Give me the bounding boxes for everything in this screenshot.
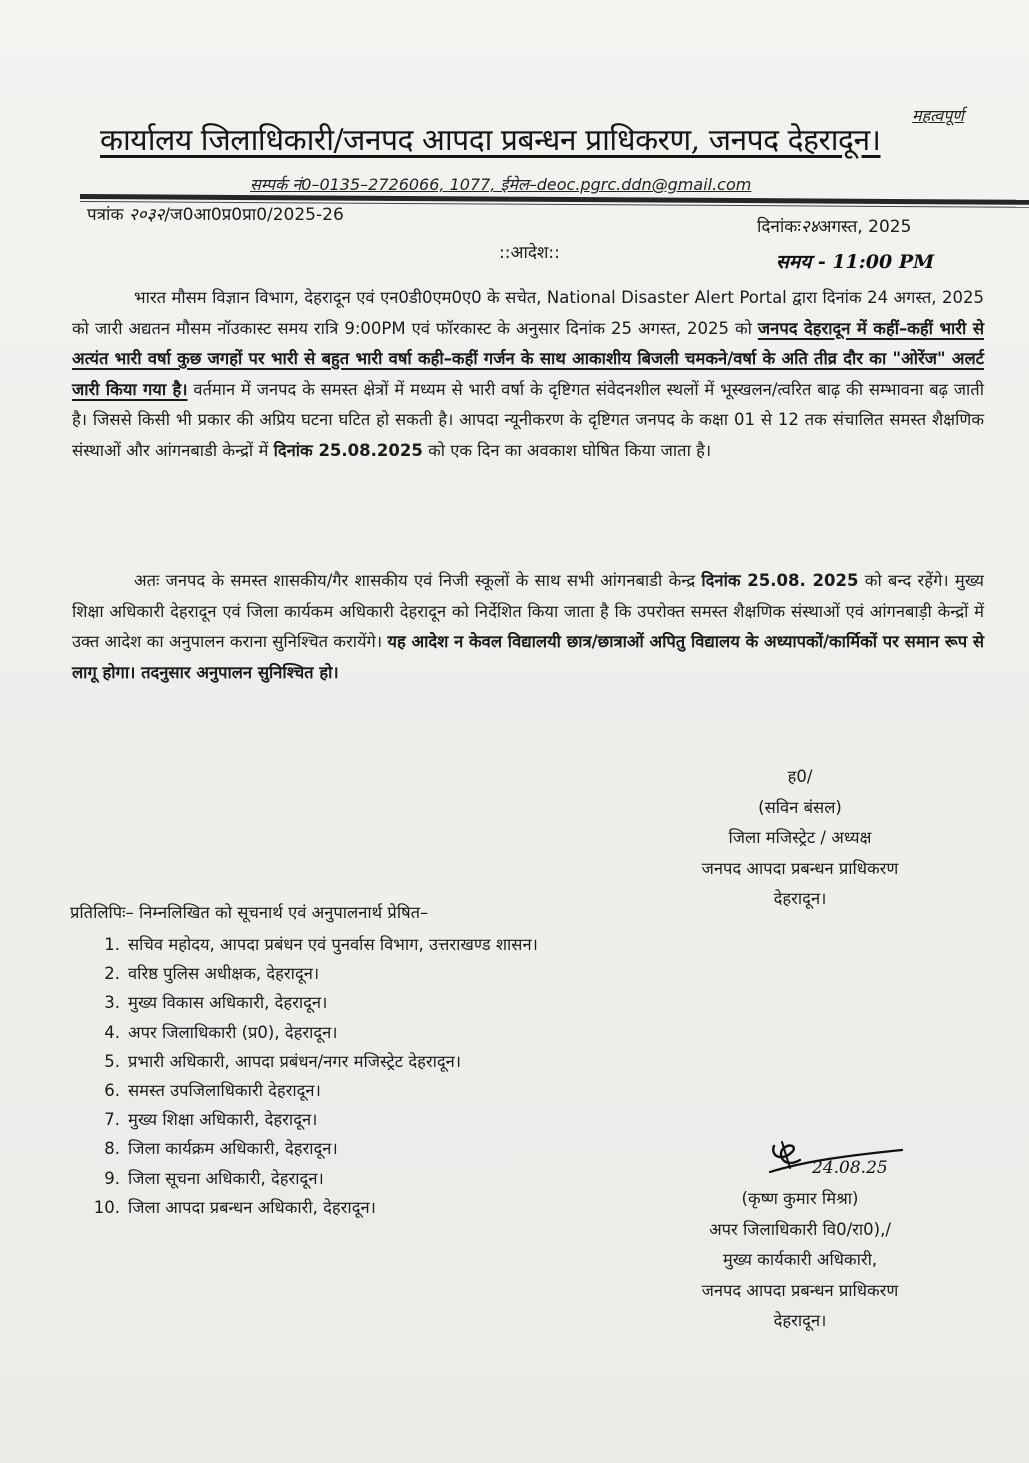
copy-to-item [92,1134,538,1163]
copy-to-heading: प्रतिलिपिः– निम्नलिखित को सूचनार्थ एवं अनुपालनार्थ प्रेषित– [70,903,429,922]
closure-date: दिनांक 25.08. 2025 [701,571,859,590]
copy-to-item [92,1076,538,1105]
copy-to-item-text: अपर जिलाधिकारी (प्र0), देहरादून। [128,1022,338,1042]
order-date [757,214,911,237]
para1-text-b: वर्तमान में जनपद के समस्त क्षेत्रों में मध्यम से भारी वर्षा के दृष्टिगत संवेदनशील स्थलों में भूस्खलन/त्वरित बाढ़ की सम्भावना बढ़ जाती है। जिससे किसी भी प्रकार की अप्रिय घटना घटित हो सकती है। आपदा न्यूनीकरण के दृष्टिगत जनपद के कक्षा 01 से 12 तक संचालित समस्त शैक्षणिक संस्थाओं और आंगनबाडी केन्द्रों में [72,379,984,460]
copy-to-item [92,1164,538,1193]
signatory2-name: (कृष्ण कुमार मिश्रा) [741,1189,859,1208]
copy-to-item-text: जिला सूचना अधिकारी, देहरादून। [128,1168,324,1188]
signed-mark: ह0/ [787,767,813,786]
copy-to-item-number: 4. [104,1022,120,1042]
copy-to-item-text: प्रभारी अधिकारी, आपदा प्रबंधन/नगर मजिस्ट्रेट देहरादून। [128,1051,462,1071]
order-paragraph-1 [72,283,984,466]
copy-to-item [92,1018,538,1047]
copy-to-item-number: 7. [104,1110,120,1130]
copy-to-item [92,930,538,959]
para1-text-c: को एक दिन का अवकाश घोषित किया जाता है। [422,440,712,460]
signatory2-place: देहरादून। [773,1311,827,1330]
copy-to-item-number: 9. [104,1168,120,1188]
signatory-designation: जिला मजिस्ट्रेट / अध्यक्ष [728,828,872,847]
copy-to-item-number: 6. [104,1081,120,1101]
copy-to-item-number: 8. [104,1139,120,1159]
order-time: समय - 11:00 PM [776,251,935,273]
copy-to-item-number: 3. [104,993,120,1013]
para1-text-a: भारत मौसम विज्ञान विभाग, देहरादून एवं एन0डी0एम0ए0 के सचेत, National Disaster Alert Portal द्वारा दिनांक 24 अगस्त, 2025 को जारी अद्यतन मौसम नॉउकास्ट समय रात्रि 9:00PM एवं फॉरकास्ट के अनुसार दिनांक 25 अगस्त, 2025 को [72,288,984,338]
copy-to-item-text: मुख्य विकास अधिकारी, देहरादून। [128,993,328,1013]
copy-to-item-text: मुख्य शिक्षा अधिकारी, देहरादून। [128,1110,318,1130]
applicability-text: यह आदेश न केवल विद्यालयी छात्र/छात्राओं अपितु विद्यालय के अध्यापकों/कार्मिकों पर समान रूप से लागू होगा। तदनुसार अनुपालन सुनिश्चित हो। [72,632,985,682]
copy-to-item [92,1105,538,1134]
signatory-authority: जनपद आपदा प्रबन्धन प्राधिकरण [701,858,899,878]
ref-suffix: /ज0आ0प्र0प्रा0/2025-26 [164,205,344,225]
office-title: कार्यालय जिलाधिकारी/जनपद आपदा प्रबन्धन प्राधिकरण, जनपद देहरादून। [100,123,881,158]
signatory-additional-dm [660,1184,940,1337]
ref-handwritten: २०३२ [128,205,165,225]
copy-to-item-text: सचिव महोदय, आपदा प्रबंधन एवं पुनर्वास विभाग, उत्तराखण्ड शासन। [128,935,538,954]
copy-to-item [92,988,538,1017]
copy-to-item-number: 5. [104,1051,120,1071]
signatory2-authority: जनपद आपदा प्रबन्धन प्राधिकरण [701,1280,899,1300]
copy-to-item [92,1193,538,1222]
copy-to-item-number: 1. [104,935,120,954]
important-label: महत्वपूर्ण [912,106,964,125]
signature-date: 24.08.25 [812,1158,888,1178]
contact-line: सम्पर्क नं0–0135–2726066, 1077, ईमेल–deoc.pgrc.ddn@gmail.com [250,175,752,194]
copy-to-item-text: वरिष्ठ पुलिस अधीक्षक, देहरादून। [128,964,320,984]
copy-to-item-number: 2. [104,964,120,984]
reference-number [87,202,344,225]
ref-prefix: पत्रांक [87,205,124,225]
copy-to-item-text: जिला आपदा प्रबन्धन अधिकारी, देहरादून। [128,1197,376,1217]
date-handwritten: २४ [800,217,819,237]
copy-to-item [92,959,538,988]
copy-to-item-number: 10. [93,1197,120,1217]
para2-text-b: को बन्द रहेंगे। मुख्य शिक्षा अधिकारी देहरादून एवं जिला कार्यकम अधिकारी देहरादून को निर्देशित किया जाता है कि उपरोक्त समस्त शैक्षणिक संस्थाओं एवं आंगनबाड़ी केन्द्रों में उक्त आदेश का अनुपालन कराना सुनिश्चित करायेंगे। [72,571,984,651]
signatory-name: (सविन बंसल) [758,797,842,817]
signatory-place: देहरादून। [773,889,827,908]
signatory2-role: मुख्य कार्यकारी अधिकारी, [722,1250,878,1269]
date-suffix: अगस्त, 2025 [818,217,912,237]
para2-text-a: अतः जनपद के समस्त शासकीय/गैर शासकीय एवं निजी स्कूलों के साथ सभी आंगनबाडी केन्द्र [134,571,702,590]
signatory2-designation: अपर जिलाधिकारी वि0/रा0),/ [709,1219,891,1239]
copy-to-item-text: समस्त उपजिलाधिकारी देहरादून। [128,1081,321,1101]
orange-alert-text: जनपद देहरादून में कहीं–कहीं भारी से अत्यंत भारी वर्षा कुछ जगहों पर भारी से बहुत भारी वर्षा कही–कहीं गर्जन के साथ आकाशीय बिजली चमकने/वर्षा के अति तीव्र दौर का "ओरेंज" अलर्ट जारी किया गया है। [72,318,984,399]
signatory-district-magistrate [660,762,940,915]
copy-to-item [92,1047,538,1076]
holiday-date: दिनांक 25.08.2025 [273,440,423,460]
order-paragraph-2 [72,566,984,688]
copy-to-list [92,930,538,1222]
order-heading: ::आदेश:: [499,243,560,263]
copy-to-item-text: जिला कार्यक्रम अधिकारी, देहरादून। [128,1139,338,1159]
date-prefix: दिनांकः [757,217,801,237]
